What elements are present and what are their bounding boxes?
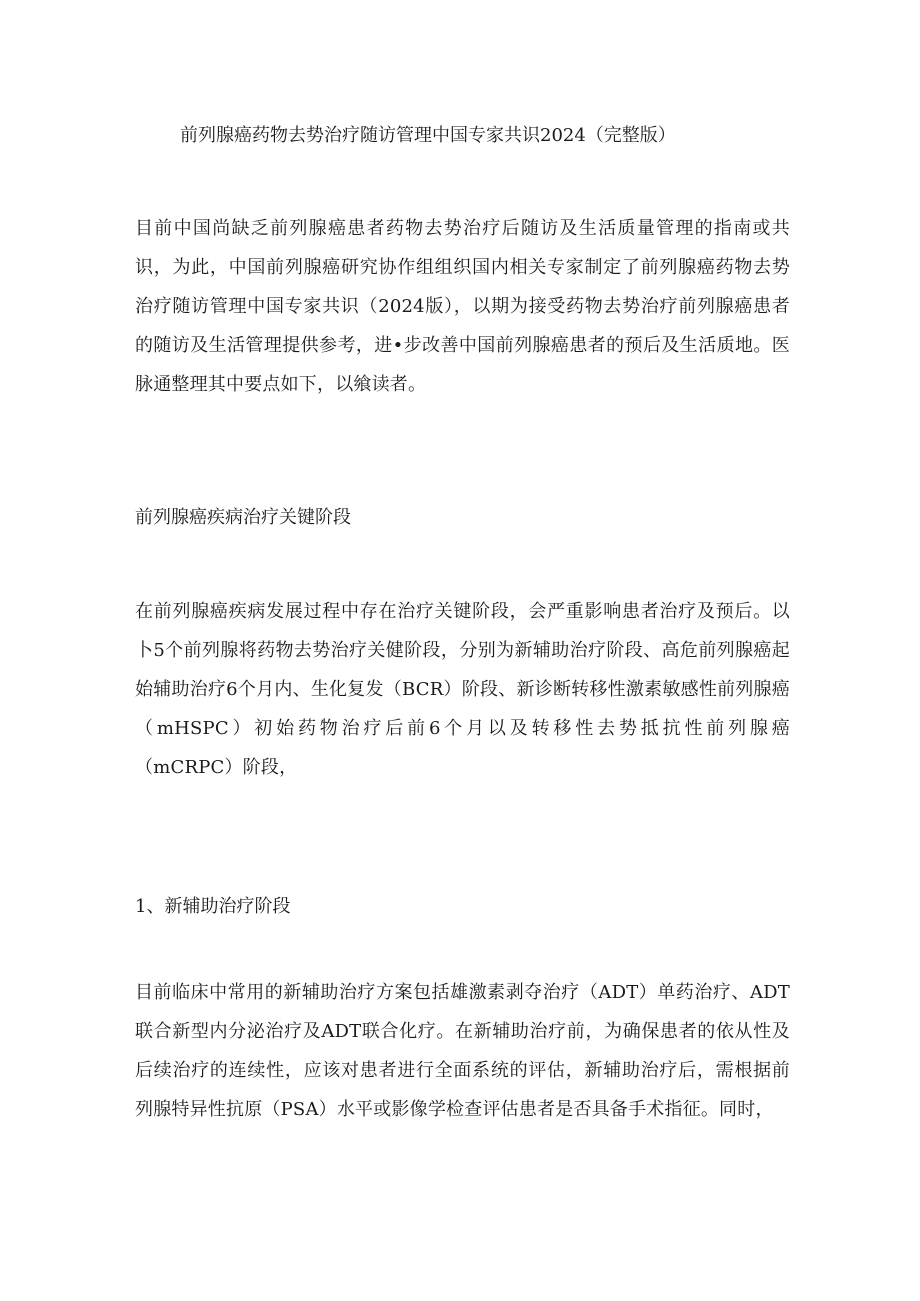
intro-paragraph: 目前中国尚缺乏前列腺癌患者药物去势治疗后随访及生活质量管理的指南或共识，为此，中国前列腺癌研究协作组组织国内相关专家制定了前列腺癌药物去势治疗随访管理中国专家共识（2024版），以期为接受药物去势治疗前列腺癌患者的随访及生活管理提供参考，进•步改善中国前列腺癌患者的预后及生活质地。医脉通整理其中要点如下，以飨读者。 bbox=[135, 218, 790, 395]
subsection-heading: 1、新辅助治疗阶段 bbox=[135, 896, 291, 917]
subsection-paragraph: 目前临床中常用的新辅助治疗方案包括雄激素剥夺治疗（ADT）单药治疗、ADT联合新型内分泌治疗及ADT联合化疗。在新辅助治疗前，为确保患者的依从性及后续治疗的连续性，应该对患者进行全面系统的评估，新辅助治疗后，需根据前列腺特异性抗原（PSA）水平或影像学检查评估患者是否具备手术指征。同时， bbox=[135, 982, 790, 1120]
section-paragraph: 在前列腺癌疾病发展过程中存在治疗关键阶段，会严重影响患者治疗及预后。以卜5个前列腺将药物去势治疗关健阶段，分别为新辅助治疗阶段、高危前列腺癌起始辅助治疗6个月内、生化复发（BCR）阶段、新诊断转移性激素敏感性前列腺癌（mHSPC）初始药物治疗后前6个月以及转移性去势抵抗性前列腺癌（mCRPC）阶段， bbox=[135, 601, 790, 778]
document-title: 前列腺癌药物去势治疗随访管理中国专家共识2024（完整版） bbox=[180, 125, 676, 146]
section-heading: 前列腺癌疾病治疗关键阶段 bbox=[135, 507, 351, 528]
